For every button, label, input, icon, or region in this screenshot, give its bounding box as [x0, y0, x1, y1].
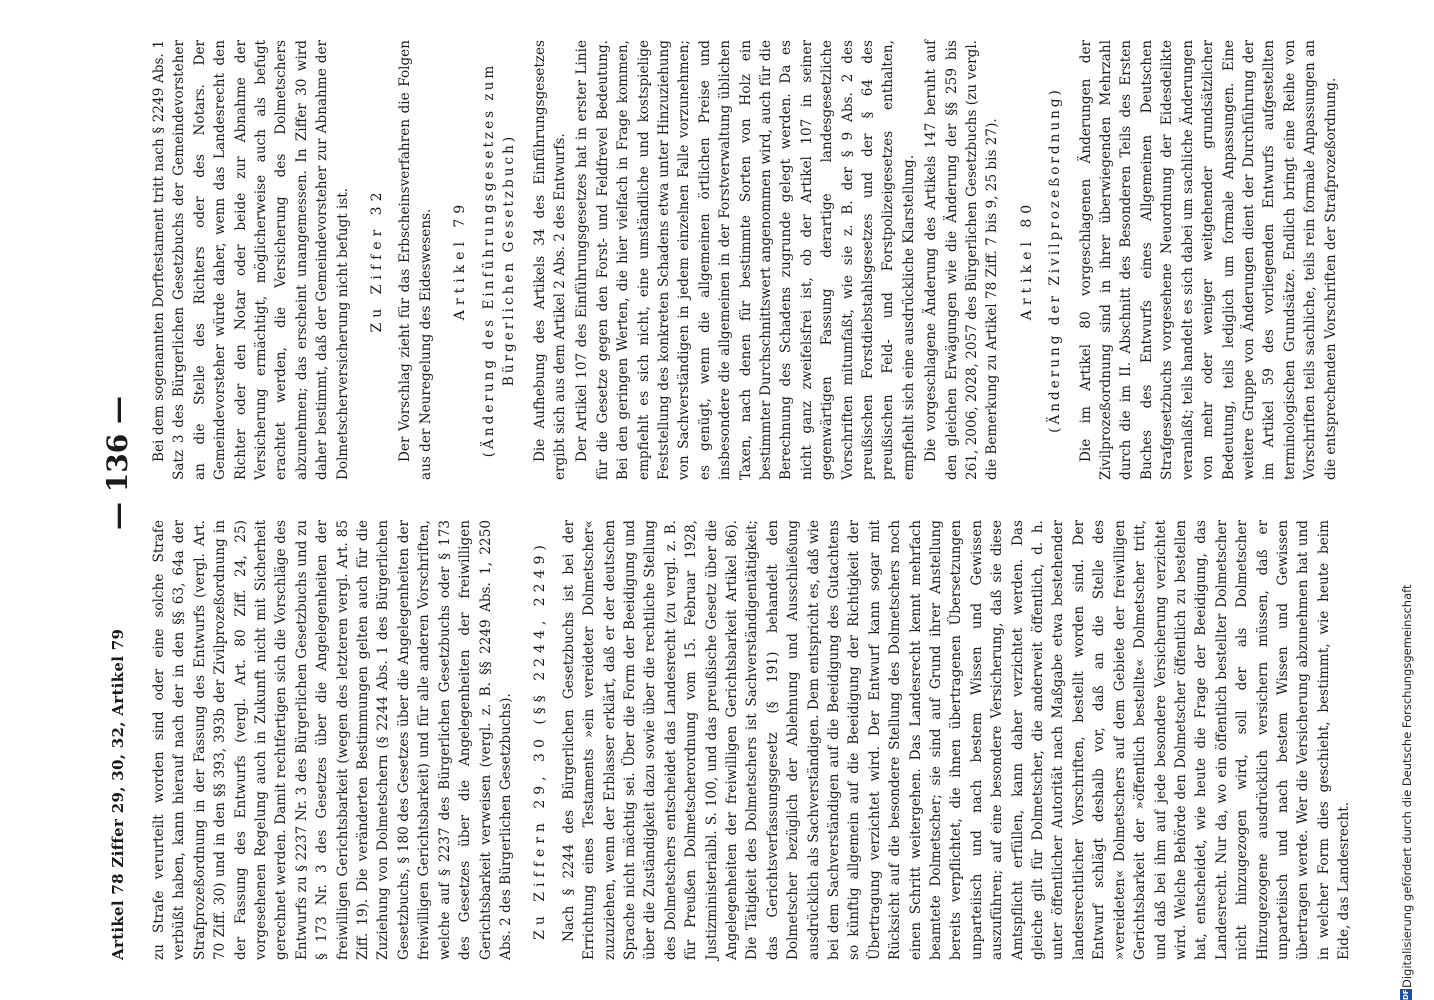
- right-column: [149, 40, 1339, 480]
- scanned-page: [17, 0, 1417, 1000]
- funding-footer: [1397, 0, 1417, 1000]
- paragraph: Der Artikel 107 des Einführungsgesetzes hat in erster Linie für die Gesetze gegen den Forst- und Feldfrevel Bedeutung. Bei den geringen Werten, die hier vielfach in Frage kommen, empfiehlt es sich nicht, eine umständliche und kostspielige Feststellung des konkreten Schadens etwa unter Hinzuziehung von Sachverständigen in jedem einzelnen Falle vorzunehmen; es genügt, wenn die allgemeinen örtlichen Preise und insbesondere die allgemeinen in der Forstverwaltung üblichen Taxen, nach denen für bestimmte Sorten von Holz ein bestimmter Durchschnittswert angenommen wird, auch für die Berechnung des Schadens zugrunde gelegt werden. Da es nicht ganz zweifelsfrei ist, ob der Artikel 107 in seiner gegenwärtigen Fassung derartige landesgesetzliche Vorschriften mitumfaßt, wie sie z. B. der § 9 Abs. 2 des preußischen Forstdiebstahlsgesetzes und der § 64 des preußischen Feld- und Forstpolizeigesetzes enthalten, empfiehlt sich eine ausdrückliche Klarstellung.: [574, 40, 917, 480]
- funding-note: Digitalisierung gefördert durch die Deutsche Forschungsgemeinschaft: [1400, 584, 1414, 988]
- section-subheading: (Änderung des Einführungsgesetzes zum Bürgerlichen Gesetzbuch): [480, 62, 518, 458]
- paragraph: Bei dem sogenannten Dorftestament tritt nach § 2249 Abs. 1 Satz 3 des Bürgerlichen Gesetzbuchs der Gemeindevorsteher an die Stelle des Richters oder des Notars. Der Gemeindevorsteher würde daher, wenn das Landesrecht den Richter oder den Notar oder beide zur Abnahme der Versicherung ermächtigt, möglicherweise auch als befugt erachtet werden, die Versicherung des Dolmetschers abzunehmen; das erscheint unangemessen. In Ziffer 30 wird daher bestimmt, daß der Gemeindevorsteher zur Abnahme der Dolmetscherversicherung nicht befugt ist.: [151, 40, 351, 480]
- dfg-logo: DFG: [1402, 983, 1410, 1000]
- section-subheading: (Änderung der Zivilprozeßordnung): [1047, 87, 1064, 433]
- left-column: [149, 520, 1353, 960]
- section-heading: Zu Ziffer 32: [369, 187, 386, 333]
- section-heading: Artikel 79: [452, 199, 469, 321]
- paragraph: zu Strafe verurteilt worden sind oder eine solche Strafe verbüßt haben, kann hierauf nach der in den §§ 63, 64a der Strafprozeßordnung in der Fassung des Entwurfs (vergl. Art. 70 Ziff. 30) und in den §§ 393, 393b der Zivilprozeßordnung in der Fassung des Entwurfs (vergl. Art. 80 Ziff. 24, 25) vorgesehenen Regelung auch in Zukunft nicht mit Sicherheit gerechnet werden. Damit rechtfertigen sich die Vorschläge des Entwurfs zu § 2237 Nr. 3 des Bürgerlichen Gesetzbuchs und zu § 173 Nr. 3 des Gesetzes über die Angelegenheiten der freiwilligen Gerichtsbarkeit (wegen des letzteren vergl. Art. 85 Ziff. 19). Die veränderten Bestimmungen gelten auch für die Zuziehung von Dolmetschern (§ 2244 Abs. 1 des Bürgerlichen Gesetzbuchs, § 180 des Gesetzes über die Angelegenheiten der freiwilligen Gerichtsbarkeit) und für alle anderen Vorschriften, welche auf § 2237 des Bürgerlichen Gesetzbuchs oder § 173 des Gesetzes über die Angelegenheiten der freiwilligen Gerichtsbarkeit verweisen (vergl. z. B. §§ 2249 Abs. 1, 2250 Abs. 2 des Bürgerlichen Gesetzbuchs).: [151, 520, 514, 960]
- paragraph: Die Aufhebung des Artikels 34 des Einführungsgesetzes ergibt sich aus dem Artikel 2 Abs. 2 des Entwurfs.: [531, 40, 568, 480]
- running-head: Artikel 78 Ziffer 29, 30, 32, Artikel 79: [109, 628, 127, 960]
- page-header: [101, 30, 139, 960]
- paragraph: Die vorgeschlagene Änderung des Artikels 147 beruht auf den gleichen Erwägungen wie die Änderung der §§ 259 bis 261, 2006, 2028, 2057 des Bürgerlichen Gesetzbuchs (zu vergl. die Bemerkung zu Artikel 78 Ziff. 7 bis 9, 25 bis 27).: [923, 40, 1001, 480]
- page-number: — 136 —: [101, 396, 134, 530]
- paragraph: Die im Artikel 80 vorgeschlagenen Änderungen der Zivilprozeßordnung sind in ihrer überwiegenden Mehrzahl durch die im II. Abschnitt des Besonderen Teils des Ersten Buches des Entwurfs eines Allgemeinen Deutschen Strafgesetzbuchs vorgesehene Neuordnung der Eidesdelikte veranlaßt; teils handelt es sich dabei um sachliche Änderungen von mehr oder weniger weitgehender grundsätzlicher Bedeutung, teils lediglich um formale Anpassungen. Eine weitere Gruppe von Änderungen dient der Durchführung der im Artikel 59 des vorliegenden Entwurfs aufgestellten terminologischen Grundsätze. Endlich bringt eine Reihe von Vorschriften teils sachliche, teils rein formale Anpassungen an die entsprechenden Vorschriften der Strafprozeßordnung.: [1077, 40, 1339, 480]
- section-heading: Artikel 80: [1018, 199, 1035, 321]
- paragraph: Der Vorschlag zieht für das Erbscheinsverfahren die Folgen aus der Neuregelung des Eideswesens.: [397, 40, 434, 480]
- section-heading: Zu Ziffern 29, 30 (§§ 2244, 2249): [532, 540, 549, 940]
- paragraph: Nach § 2244 des Bürgerlichen Gesetzbuchs ist bei der Errichtung eines Testaments »ein vereideter Dolmetscher« zuzuziehen, wenn der Erblasser erklärt, daß er der deutschen Sprache nicht mächtig sei. Über die Form der Beeidigung und über die Zuständigkeit dazu sowie über die rechtliche Stellung des Dolmetschers entscheidet das Landesrecht (zu vergl. z. B. für Preußen Dolmetscherordnung vom 15. Februar 1928, Justizministerialbl. S. 100, und das preußische Gesetz über die Angelegenheiten der freiwilligen Gerichtsbarkeit Artikel 86). Die Tätigkeit des Dolmetschers ist Sachverständigentätigkeit; das Gerichtsverfassungsgesetz (§ 191) behandelt den Dolmetscher bezüglich der Ablehnung und Ausschließung ausdrücklich als Sachverständigen. Dem entspricht es, daß wie bei dem Sachverständigen auf die Beeidigung des Gutachtens so künftig allgemein auf die Beeidigung der Richtigkeit der Übertragung verzichtet wird. Der Entwurf kann sogar mit Rücksicht auf die besondere Stellung des Dolmetschers noch einen Schritt weitergehen. Das Landesrecht kennt mehrfach beamtete Dolmetscher; sie sind auf Grund ihrer Anstellung bereits verpflichtet, die ihnen übertragenen Übersetzungen unparteiisch und nach bestem Wissen und Gewissen auszuführen; auf eine besondere Versicherung, daß sie diese Amtspflicht erfüllen, kann daher verzichtet werden. Das gleiche gilt für Dolmetscher, die anderweit öffentlich, d. h. unter öffentlicher Autorität nach Maßgabe etwa bestehender landesrechtlicher Vorschriften, bestellt worden sind. Der Entwurf schlägt deshalb vor, daß an die Stelle des »vereideten« Dolmetschers auf dem Gebiete der freiwilligen Gerichtsbarkeit der »öffentlich bestellte« Dolmetscher tritt, und daß bei ihm auf jede besondere Versicherung verzichtet wird. Welche Behörde den Dolmetscher öffentlich zu bestellen hat, entscheidet, wie heute die Frage der Beeidigung, das Landesrecht. Nur da, wo ein öffentlich bestellter Dolmetscher nicht hinzugezogen wird, soll der als Dolmetscher Hinzugezogene ausdrücklich versichern müssen, daß er unparteiisch und nach bestem Wissen und Gewissen übertragen werde. Wer die Versicherung abzunehmen hat und in welcher Form dies geschieht, bestimmt, wie heute beim Eide, das Landesrecht.: [560, 520, 1353, 960]
